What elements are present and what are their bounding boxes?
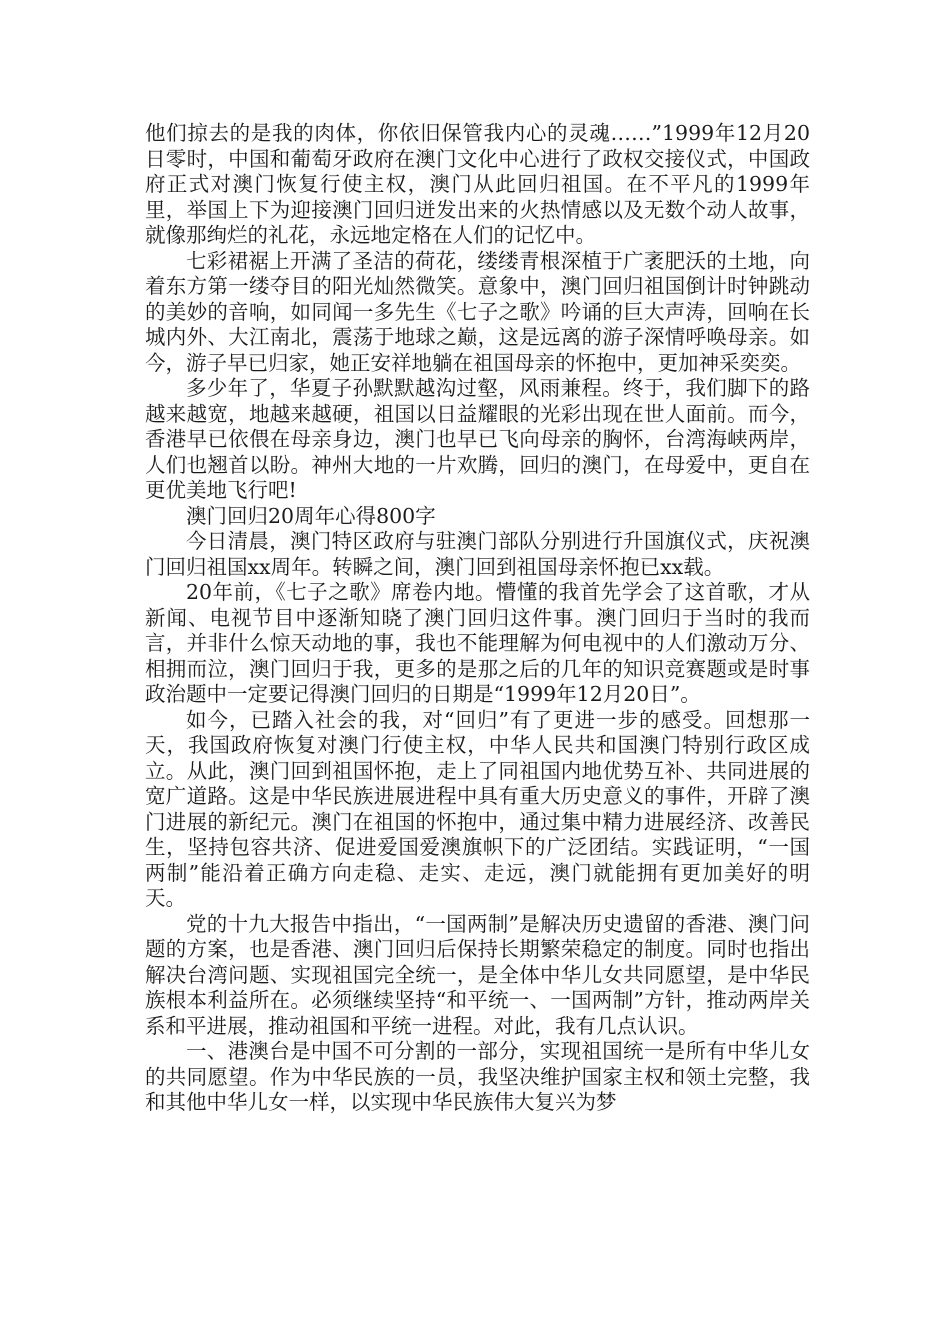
- paragraph-5: 今日清晨，澳门特区政府与驻澳门部队分别进行升国旗仪式，庆祝澳门回归祖国xx周年。转瞬之间，澳门回到祖国母亲怀抱已xx载。: [145, 529, 810, 579]
- document-body: [145, 121, 810, 1116]
- paragraph-9: 一、港澳台是中国不可分割的一部分，实现祖国统一是所有中华儿女的共同愿望。作为中华民族的一员，我坚决维护国家主权和领土完整，我和其他中华儿女一样，以实现中华民族伟大复兴为梦: [145, 1039, 810, 1114]
- paragraph-1: 他们掠去的是我的肉体，你依旧保管我内心的灵魂……”1999年12月20日零时，中国和葡萄牙政府在澳门文化中心进行了政权交接仪式，中国政府正式对澳门恢复行使主权，澳门从此回归祖国。在不平凡的1999年里，举国上下为迎接澳门回归迸发出来的火热情感以及无数个动人故事，就像那绚烂的礼花，永远地定格在人们的记忆中。: [145, 121, 810, 247]
- paragraph-2: 七彩裙裾上开满了圣洁的荷花，缕缕青根深植于广袤肥沃的土地，向着东方第一缕夺目的阳光灿然微笑。意象中，澳门回归祖国倒计时钟跳动的美妙的音响，如同闻一多先生《七子之歌》吟诵的巨大声涛，回响在长城内外、大江南北，震荡于地球之巅，这是远离的游子深情呼唤母亲。如今，游子早已归家，她正安祥地躺在祖国母亲的怀抱中，更加神采奕奕。: [145, 248, 810, 375]
- paragraph-6: 20年前，《七子之歌》席卷内地。懵懂的我首先学会了这首歌，才从新闻、电视节目中逐渐知晓了澳门回归这件事。澳门回归于当时的我而言，并非什么惊天动地的事，我也不能理解为何电视中的人们激动万分、相拥而泣，澳门回归于我，更多的是那之后的几年的知识竞赛题或是时事政治题中一定要记得澳门回归的日期是“1999年12月20日”。: [145, 580, 810, 706]
- paragraph-7: 如今，已踏入社会的我，对“回归”有了更进一步的感受。回想那一天，我国政府恢复对澳门行使主权，中华人民共和国澳门特别行政区成立。从此，澳门回到祖国怀抱，走上了同祖国内地优势互补、共同进展的宽广道路。这是中华民族进展进程中具有重大历史意义的事件，开辟了澳门进展的新纪元。澳门在祖国的怀抱中，通过集中精力进展经济、改善民生，坚持包容共济、促进爱国爱澳旗帜下的广泛团结。实践证明，“一国两制”能沿着正确方向走稳、走实、走远，澳门就能拥有更加美好的明天。: [145, 707, 810, 910]
- section-heading: 澳门回归20周年心得800字: [186, 503, 436, 528]
- paragraph-8: 党的十九大报告中指出，“一国两制”是解决历史遗留的香港、澳门问题的方案，也是香港、澳门回归后保持长期繁荣稳定的制度。同时也指出解决台湾问题、实现祖国完全统一，是全体中华儿女共同愿望，是中华民族根本利益所在。必须继续坚持“和平统一、一国两制”方针，推动两岸关系和平进展，推动祖国和平统一进程。对此，我有几点认识。: [145, 911, 810, 1038]
- paragraph-3: 多少年了，华夏子孙默默越沟过壑，风雨兼程。终于，我们脚下的路越来越宽，地越来越硬，祖国以日益耀眼的光彩出现在世人面前。而今，香港早已依偎在母亲身边，澳门也早已飞向母亲的胸怀，台湾海峡两岸，人们也翘首以盼。神州大地的一片欢腾，回归的澳门，在母爱中，更自在更优美地飞行吧!: [145, 376, 810, 502]
